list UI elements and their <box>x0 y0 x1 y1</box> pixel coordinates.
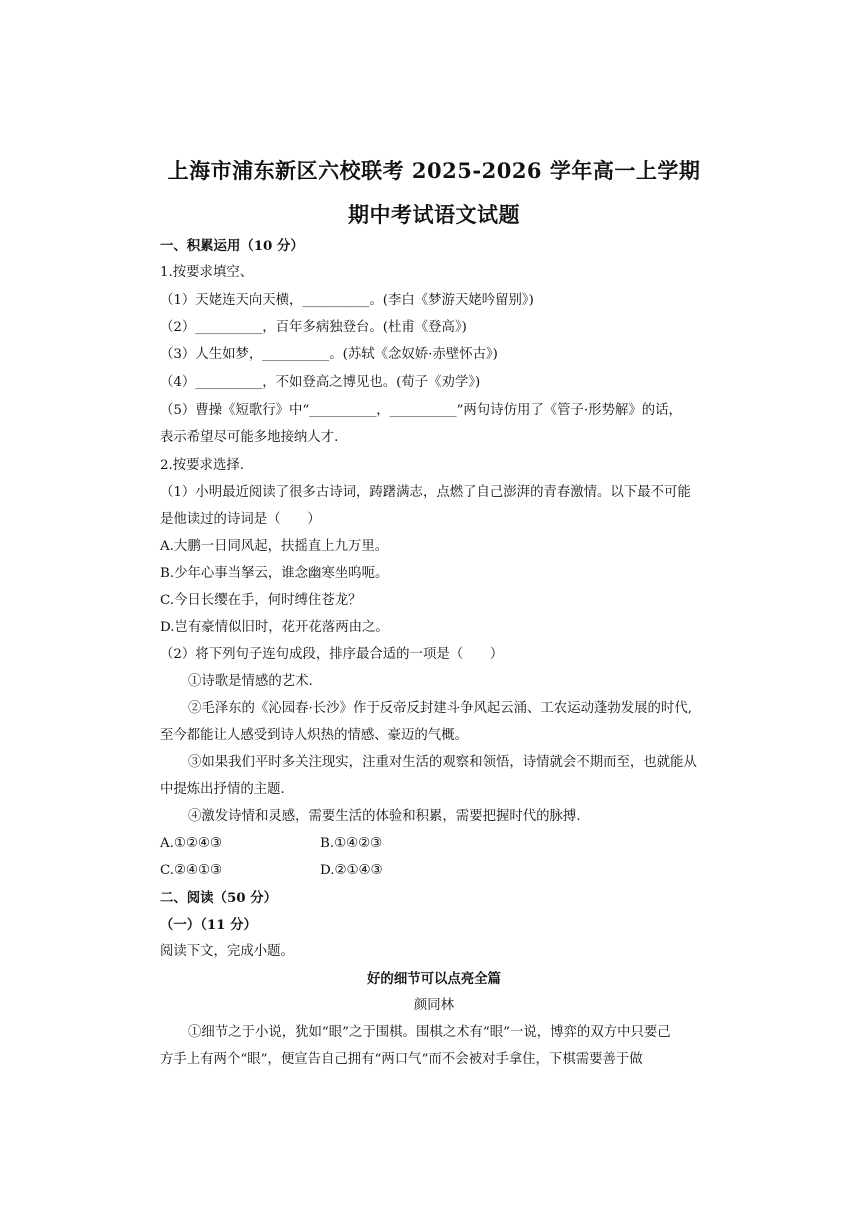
q1-item-4: （4）__________，不如登高之博见也。(荀子《劝学》) <box>160 375 481 390</box>
q2-sub2-sentence-2: ②毛泽东的《沁园春·长沙》作于反帝反封建斗争风起云涌、工农运动蓬勃发展的时代, <box>188 701 692 716</box>
q2-sub2-stem: （2）将下列句子连句成段，排序最合适的一项是（ ） <box>160 647 504 662</box>
q2-sub2-option-a: A.①②④③ <box>160 836 222 851</box>
exam-title-line1: 上海市浦东新区六校联考 2025-2026 学年高一上学期 <box>167 158 701 183</box>
q2-sub1-line1: （1）小明最近阅读了很多古诗词，踌躇满志，点燃了自己澎湃的青春激情。以下最不可能 <box>160 485 691 500</box>
q2-sub2-sentence-2-cont: 至今都能让人感受到诗人炽热的情感、豪迈的气概。 <box>160 728 468 743</box>
article-paragraph-line1: ①细节之于小说，犹如“眼”之于围棋。围棋之术有“眼”一说，博弈的双方中只要己 <box>188 1025 671 1040</box>
exam-title-line2: 期中考试语文试题 <box>348 202 520 227</box>
q2-sub2-option-b: B.①④②③ <box>320 836 383 851</box>
q2-sub1-line2: 是他读过的诗词是（ ） <box>160 512 321 527</box>
q2-sub1-option-d: D.岂有豪情似旧时，花开花落两由之。 <box>160 620 389 635</box>
q2-sub2-option-d: D.②①④③ <box>320 863 383 878</box>
q2-stem: 2.按要求选择. <box>160 458 244 473</box>
article-title: 好的细节可以点亮全篇 <box>367 971 501 987</box>
section2-heading: 二、阅读（50 分） <box>160 890 278 906</box>
q2-sub1-option-b: B.少年心事当拏云，谁念幽寒坐呜呃。 <box>160 566 389 581</box>
q2-sub2-sentence-4: ④激发诗情和灵感，需要生活的体验和积累，需要把握时代的脉搏. <box>188 809 581 824</box>
reading-instruction: 阅读下文，完成小题。 <box>160 944 294 959</box>
section1-heading: 一、积累运用（10 分） <box>160 238 304 254</box>
q2-sub2-sentence-3: ③如果我们平时多关注现实，注重对生活的观察和领悟，诗情就会不期而至，也就能从 <box>188 755 697 770</box>
section2-part1-heading: （一）（11 分） <box>160 917 257 933</box>
q2-sub1-option-c: C.今日长缨在手，何时缚住苍龙？ <box>160 593 362 608</box>
q1-stem: 1.按要求填空、 <box>160 265 254 280</box>
q1-item-5: （5）曹操《短歌行》中“__________，__________”两句诗仿用了《管子·形势解》的话， <box>160 403 682 418</box>
article-paragraph-line2: 方手上有两个“眼”，便宣告自己拥有“两口气”而不会被对手拿住，下棋需要善于做 <box>160 1052 643 1067</box>
q2-sub2-sentence-1: ①诗歌是情感的艺术. <box>188 674 313 689</box>
q1-item-2: （2）__________，百年多病独登台。(杜甫《登高》) <box>160 320 467 335</box>
q1-item-3: （3）人生如梦，__________。(苏轼《念奴娇·赤壁怀古》) <box>160 347 498 362</box>
q2-sub2-option-c: C.②④①③ <box>160 863 223 878</box>
q2-sub1-option-a: A.大鹏一日同风起，扶摇直上九万里。 <box>160 539 389 554</box>
q2-sub2-sentence-3-cont: 中提炼出抒情的主题. <box>160 782 285 797</box>
article-author: 颜同林 <box>413 998 455 1013</box>
q1-item-1: （1）天姥连天向天横，__________。(李白《梦游天姥吟留别》) <box>160 293 534 308</box>
q1-item-5-cont: 表示希望尽可能多地接纳人才. <box>160 430 339 445</box>
